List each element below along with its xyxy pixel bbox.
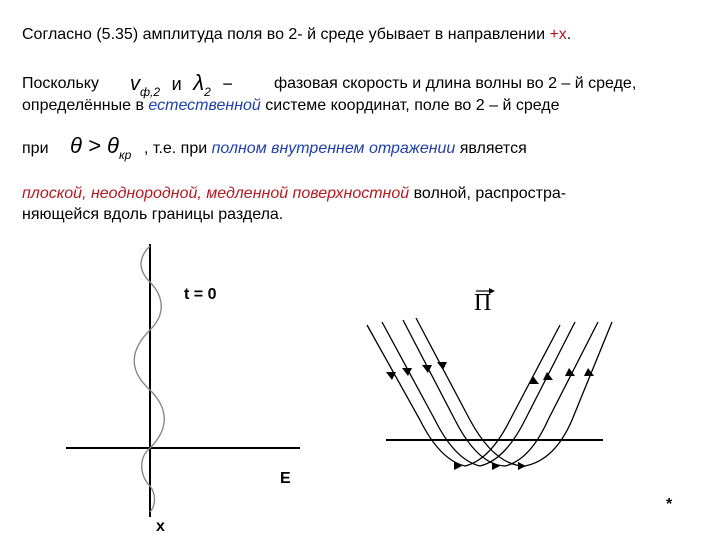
line5-emphasis: плоской, неоднородной, медленной поверхностной (22, 185, 410, 202)
ray-path-4 (416, 318, 612, 466)
line1-end: . (566, 26, 572, 43)
line4-text-a: при (22, 140, 49, 157)
ray-path-2 (382, 322, 575, 466)
arrow-in-1 (386, 372, 396, 380)
x-axis-label: x (156, 518, 165, 535)
footer-star: * (666, 496, 673, 513)
ray-path-3 (403, 320, 598, 466)
line3-text-a: определённые в (22, 97, 149, 114)
time-label: t = 0 (184, 286, 217, 303)
line1-direction: +x (549, 26, 567, 43)
critical-angle-math: $\theta > \theta_{кр}$ (70, 133, 132, 162)
arrow-out-2 (543, 372, 553, 380)
arrow-in-4 (437, 362, 447, 370)
line5-text: волной, распростра- (409, 185, 567, 202)
ray-path-1 (367, 325, 560, 466)
line2-text: Поскольку (22, 75, 99, 92)
line3-text-b: системе координат, поле во 2 – й среде (260, 97, 560, 114)
line4-emphasis: полном внутреннем отражении (211, 140, 456, 157)
arrow-surface-3 (518, 462, 526, 470)
phase-velocity-math: $v_{ф,2}$ и $\lambda_2$ − (130, 70, 233, 99)
line1-text: Согласно (5.35) амплитуда поля во 2- й среде убывает в направлении (22, 26, 550, 43)
line4-text-c: является (455, 140, 527, 157)
line6-text: няющейся вдоль границы раздела. (22, 206, 284, 223)
poynting-vector-label: Π (474, 290, 492, 316)
line3-emphasis: естественной (148, 97, 261, 114)
line2-text-b: фазовая скорость и длина волны во 2 – й среде, (274, 75, 637, 92)
arrow-surface-2 (492, 462, 500, 470)
e-axis-label: E (280, 470, 291, 487)
line4-text-b: , т.е. при (144, 140, 212, 157)
